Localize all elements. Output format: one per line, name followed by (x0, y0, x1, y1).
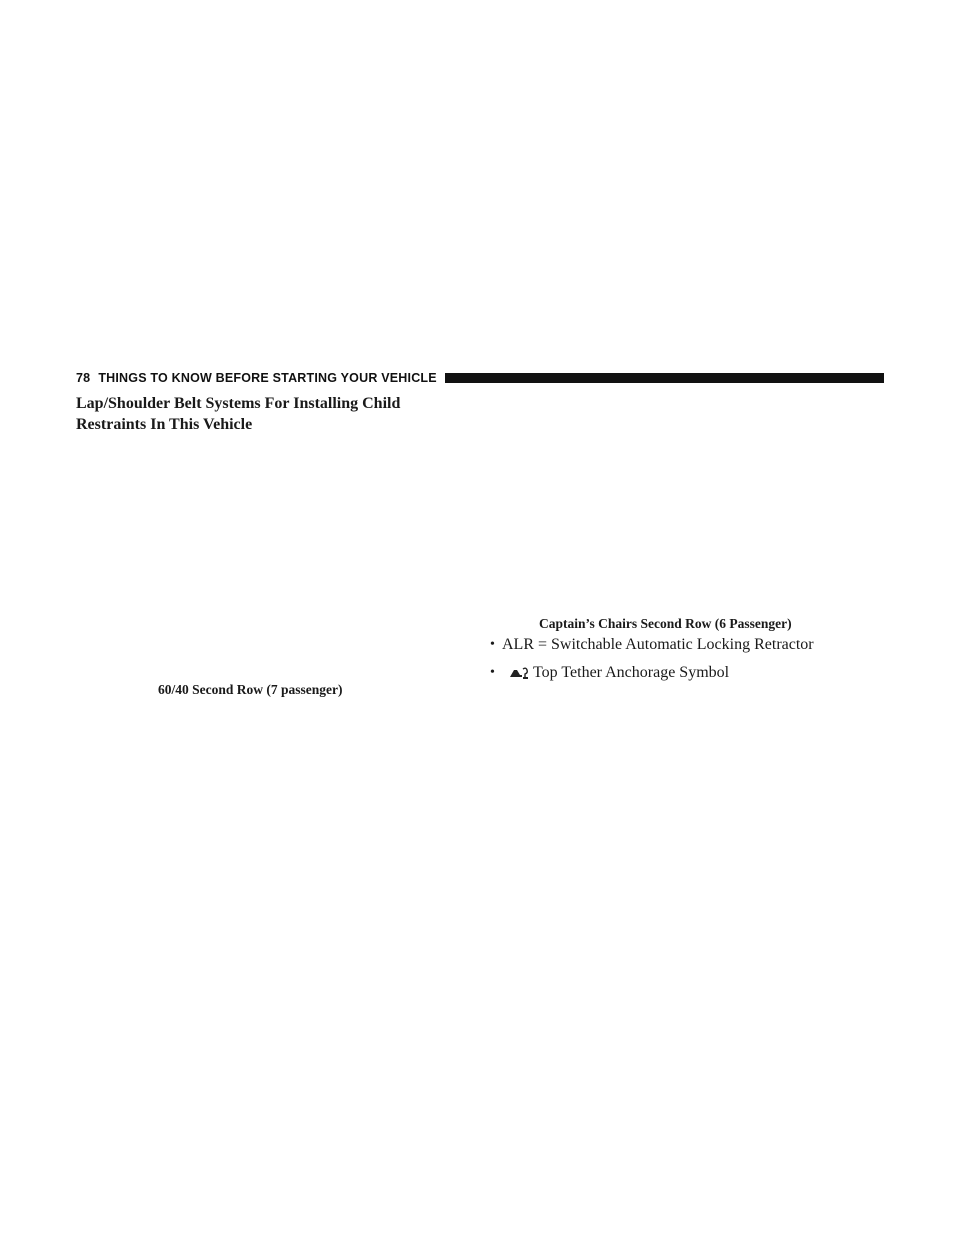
section-title: THINGS TO KNOW BEFORE STARTING YOUR VEHICLE (98, 371, 437, 385)
top-tether-anchorage-icon (508, 666, 530, 680)
bullet: • (490, 637, 495, 652)
seating-diagram-captains-chairs (510, 400, 810, 608)
legend-tether-text: Top Tether Anchorage Symbol (533, 664, 730, 681)
seating-diagram-60-40 (120, 440, 410, 676)
list-item (490, 662, 890, 684)
header-rule (445, 373, 884, 383)
caption-captains-chairs: Captain’s Chairs Second Row (6 Passenger) (539, 616, 792, 631)
bullet: • (490, 665, 495, 680)
legend-list (490, 634, 890, 690)
subheading-line-1: Lap/Shoulder Belt Systems For Installing Child (76, 395, 401, 412)
subheading (76, 393, 456, 435)
running-header (76, 370, 884, 386)
subheading-line-2: Restraints In This Vehicle (76, 416, 253, 433)
list-item (490, 634, 890, 656)
caption-60-40-second-row: 60/40 Second Row (7 passenger) (158, 682, 343, 697)
page-number: 78 (76, 371, 91, 385)
legend-alr-text: ALR = Switchable Automatic Locking Retractor (502, 636, 814, 653)
